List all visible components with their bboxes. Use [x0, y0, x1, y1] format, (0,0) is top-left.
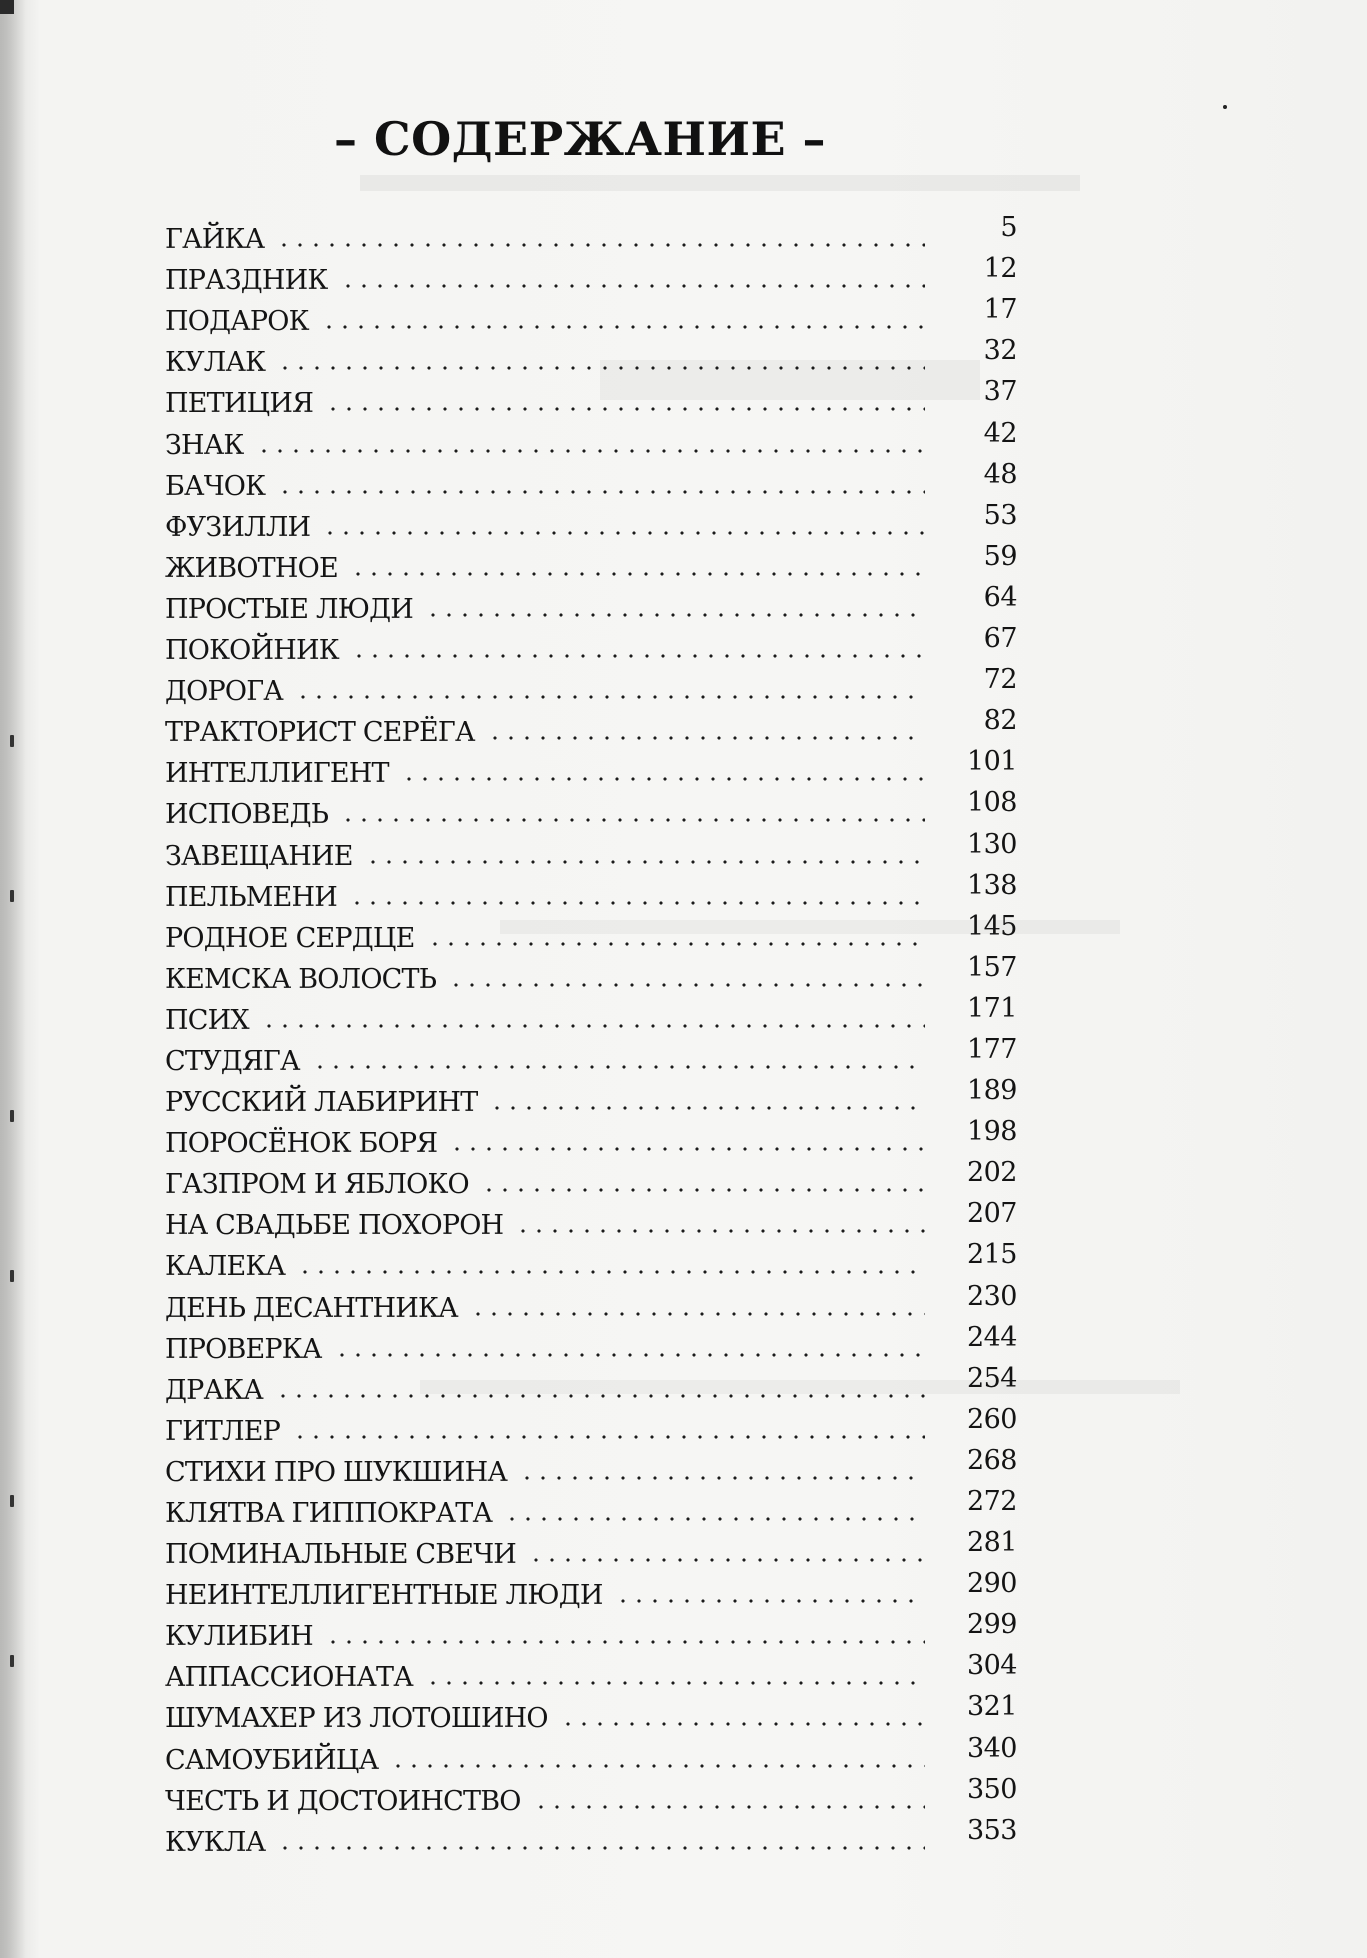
- toc-entry: [165, 1321, 1025, 1365]
- dot-leader: [365, 860, 925, 864]
- toc-entry-page: 5: [1000, 212, 1017, 244]
- toc-entry-page: 171: [966, 992, 1017, 1024]
- toc-entry-page: 215: [966, 1239, 1017, 1271]
- toc-entry-title: ДЕНЬ ДЕСАНТНИКА: [165, 1292, 458, 1324]
- toc-entry: [165, 666, 1025, 707]
- toc-entry-title: ПОКОЙНИК: [165, 635, 339, 667]
- toc-entry: [165, 707, 1025, 748]
- toc-entry: [165, 625, 1025, 666]
- toc-entry-page: 67: [983, 623, 1017, 655]
- toc-entry-page: 321: [966, 1691, 1017, 1723]
- toc-entry-page: 260: [966, 1403, 1017, 1435]
- dot-leader: [615, 1599, 925, 1603]
- dot-leader: [256, 449, 925, 453]
- dot-leader: [449, 1147, 925, 1151]
- bleed-through: [360, 175, 1080, 191]
- toc-entry-title: ПСИХ: [165, 1004, 249, 1036]
- dot-leader: [312, 1065, 925, 1069]
- toc-entry: [165, 255, 1025, 296]
- toc-entry: [165, 1814, 1025, 1858]
- dot-leader: [275, 1394, 925, 1398]
- toc-entry-title: ШУМАХЕР ИЗ ЛОТОШИНО: [165, 1703, 548, 1735]
- dot-leader: [297, 1270, 925, 1274]
- dot-leader: [295, 695, 925, 699]
- toc-entry-page: 12: [983, 253, 1017, 285]
- toc-entry-title: КАЛЕКА: [165, 1251, 286, 1283]
- toc-entry-page: 177: [966, 1033, 1017, 1065]
- toc-entry-page: 145: [966, 910, 1017, 942]
- toc-entry-title: ПОРОСЁНОК БОРЯ: [165, 1128, 438, 1160]
- toc-entry-title: ЖИВОТНОЕ: [165, 552, 338, 584]
- toc-entry: [165, 378, 1025, 419]
- toc-entry-page: 189: [966, 1075, 1017, 1107]
- dot-leader: [481, 1188, 925, 1192]
- toc-entry-page: 202: [966, 1157, 1017, 1189]
- dot-leader: [528, 1558, 925, 1562]
- dot-leader: [470, 1312, 925, 1316]
- toc-entry: [165, 1570, 1025, 1611]
- toc-entry: [165, 1403, 1025, 1447]
- table-of-contents: [165, 214, 1025, 1858]
- toc-entry-page: 130: [966, 828, 1017, 860]
- toc-entry: [165, 1077, 1025, 1118]
- binding-mark: [10, 1495, 14, 1507]
- toc-entry-page: 290: [966, 1568, 1017, 1600]
- dot-leader: [322, 531, 925, 535]
- toc-entry: [165, 1200, 1025, 1241]
- toc-entry-page: 64: [983, 581, 1017, 613]
- toc-entry-title: ИНТЕЛЛИГЕНТ: [165, 758, 389, 790]
- toc-entry-title: КУЛИБИН: [165, 1621, 313, 1653]
- dot-leader: [427, 942, 925, 946]
- toc-entry-title: КЕМСКА ВОЛОСТЬ: [165, 963, 437, 995]
- toc-entry: [165, 748, 1025, 789]
- toc-entry-page: 138: [966, 869, 1017, 901]
- toc-entry: [165, 789, 1025, 830]
- dot-leader: [340, 284, 925, 288]
- toc-entry-title: КУЛАК: [165, 347, 266, 379]
- toc-entry-page: 230: [966, 1280, 1017, 1312]
- toc-entry-title: СТИХИ ПРО ШУКШИНА: [165, 1456, 507, 1488]
- dot-leader: [277, 366, 925, 370]
- toc-entry: [165, 499, 1025, 543]
- dot-leader: [560, 1722, 925, 1726]
- page-title: – СОДЕРЖАНИЕ –: [333, 112, 827, 166]
- dot-leader: [349, 901, 925, 905]
- toc-entry-title: КУКЛА: [165, 1826, 266, 1858]
- toc-entry-page: 53: [983, 499, 1017, 531]
- toc-entry: [165, 1444, 1025, 1488]
- toc-entry-page: 157: [966, 951, 1017, 983]
- toc-entry-page: 101: [966, 746, 1017, 778]
- toc-entry-title: ПРОВЕРКА: [165, 1333, 322, 1365]
- toc-entry: [165, 337, 1025, 378]
- toc-entry-title: АППАССИОНАТА: [165, 1662, 413, 1694]
- toc-entry: [165, 910, 1025, 954]
- toc-entry-page: 207: [966, 1198, 1017, 1230]
- toc-entry-title: ИСПОВЕДЬ: [165, 799, 329, 831]
- toc-entry: [165, 1282, 1025, 1323]
- toc-entry-title: ПОДАРОК: [165, 306, 309, 338]
- toc-entry-page: 48: [983, 458, 1017, 490]
- toc-entry-title: ГАЙКА: [165, 224, 265, 256]
- toc-entry-title: КЛЯТВА ГИППОКРАТА: [165, 1498, 493, 1529]
- toc-entry-title: ПРОСТЫЕ ЛЮДИ: [165, 593, 414, 625]
- toc-entry: [165, 992, 1025, 1036]
- toc-entry: [165, 581, 1025, 625]
- toc-entry-page: 17: [983, 294, 1017, 326]
- toc-entry: [165, 419, 1025, 460]
- toc-entry-page: 108: [966, 787, 1017, 819]
- toc-entry-page: 299: [966, 1609, 1017, 1641]
- toc-entry-page: 42: [983, 417, 1017, 449]
- dot-leader: [351, 654, 925, 658]
- dot-leader: [425, 1681, 925, 1685]
- toc-entry-title: ТРАКТОРИСТ СЕРЁГА: [165, 717, 475, 749]
- toc-entry: [165, 1529, 1025, 1570]
- toc-entry-page: 37: [983, 376, 1017, 408]
- dot-leader: [401, 777, 925, 781]
- dot-leader: [334, 1353, 925, 1357]
- toc-entry-title: ДРАКА: [165, 1374, 263, 1406]
- toc-entry-page: 304: [966, 1650, 1017, 1682]
- toc-entry-page: 32: [983, 335, 1017, 367]
- toc-entry-title: РУССКИЙ ЛАБИРИНТ: [165, 1087, 478, 1119]
- dot-leader: [487, 736, 925, 740]
- toc-entry: [165, 1488, 1025, 1529]
- toc-entry-page: 72: [983, 664, 1017, 696]
- dot-leader: [277, 490, 925, 494]
- dot-leader: [504, 1517, 925, 1521]
- toc-entry-page: 59: [983, 540, 1017, 572]
- toc-entry-page: 340: [966, 1732, 1017, 1764]
- dot-leader: [276, 243, 925, 247]
- dot-leader: [448, 983, 925, 987]
- toc-entry-title: РОДНОЕ СЕРДЦЕ: [165, 922, 415, 954]
- toc-entry: [165, 1033, 1025, 1077]
- dot-leader: [340, 818, 925, 822]
- toc-entry: [165, 1734, 1025, 1775]
- toc-entry-title: ЗНАК: [165, 429, 244, 461]
- toc-entry: [165, 458, 1025, 502]
- toc-entry: [165, 1241, 1025, 1282]
- dot-leader: [489, 1106, 925, 1110]
- toc-entry-title: ЧЕСТЬ И ДОСТОИНСТВО: [165, 1785, 521, 1817]
- corner-mark: [0, 0, 14, 14]
- toc-entry: [165, 830, 1025, 871]
- dot-leader: [425, 613, 925, 617]
- toc-entry-page: 198: [966, 1116, 1017, 1148]
- toc-entry: [165, 1159, 1025, 1200]
- toc-entry-title: ДОРОГА: [165, 676, 283, 708]
- toc-entry-title: САМОУБИЙЦА: [165, 1744, 379, 1776]
- toc-entry-page: 268: [966, 1444, 1017, 1476]
- toc-entry-page: 281: [966, 1527, 1017, 1559]
- toc-entry-page: 272: [966, 1486, 1017, 1517]
- dot-leader: [519, 1476, 925, 1480]
- dot-leader: [325, 1640, 925, 1644]
- toc-entry: [165, 1773, 1025, 1817]
- toc-entry: [165, 214, 1025, 255]
- dot-leader: [292, 1435, 925, 1439]
- dot-leader: [390, 1764, 925, 1768]
- dot-leader: [325, 407, 925, 411]
- toc-entry-page: 82: [983, 705, 1017, 737]
- toc-entry-title: ПЕТИЦИЯ: [165, 388, 314, 420]
- toc-entry-title: ЗАВЕЩАНИЕ: [165, 840, 353, 872]
- toc-entry-title: ФУЗИЛЛИ: [165, 511, 311, 543]
- dot-leader: [321, 325, 925, 329]
- toc-entry: [165, 1118, 1025, 1159]
- toc-entry: [165, 1611, 1025, 1652]
- toc-entry: [165, 951, 1025, 995]
- binding-mark: [10, 1110, 14, 1122]
- toc-entry-page: 244: [966, 1321, 1017, 1353]
- toc-entry-title: СТУДЯГА: [165, 1045, 300, 1077]
- toc-entry-title: ПРАЗДНИК: [165, 265, 328, 297]
- dot-leader: [350, 572, 925, 576]
- dot-leader: [533, 1805, 925, 1809]
- dot-leader: [261, 1024, 925, 1028]
- toc-entry-title: БАЧОК: [165, 470, 266, 502]
- toc-entry-title: НЕИНТЕЛЛИГЕНТНЫЕ ЛЮДИ: [165, 1580, 603, 1612]
- toc-entry-title: ПЕЛЬМЕНИ: [165, 881, 338, 913]
- toc-entry-title: ГИТЛЕР: [165, 1415, 281, 1447]
- toc-entry-page: 254: [966, 1362, 1017, 1394]
- toc-entry: [165, 540, 1025, 584]
- toc-entry: [165, 869, 1025, 913]
- binding-mark: [10, 735, 14, 747]
- toc-entry-title: ГАЗПРОМ И ЯБЛОКО: [165, 1169, 469, 1201]
- toc-entry: [165, 296, 1025, 337]
- binding-mark: [10, 1655, 14, 1667]
- toc-entry-page: 353: [966, 1814, 1017, 1846]
- toc-entry-page: 350: [966, 1773, 1017, 1805]
- stray-dot: [1223, 105, 1227, 109]
- toc-entry: [165, 1652, 1025, 1693]
- dot-leader: [277, 1846, 925, 1850]
- toc-entry-title: ПОМИНАЛЬНЫЕ СВЕЧИ: [165, 1539, 517, 1571]
- toc-entry-title: НА СВАДЬБЕ ПОХОРОН: [165, 1210, 504, 1242]
- dot-leader: [515, 1229, 925, 1233]
- binding-mark: [10, 1270, 14, 1282]
- toc-entry: [165, 1693, 1025, 1734]
- binding-mark: [10, 890, 14, 902]
- toc-entry: [165, 1362, 1025, 1406]
